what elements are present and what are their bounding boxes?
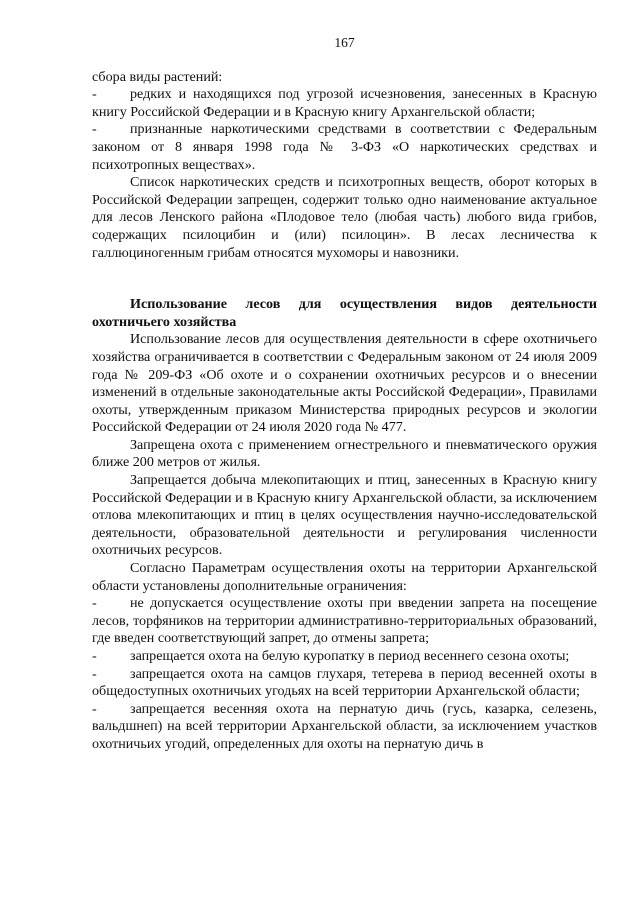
- list-item-text: признанные наркотическими средствами в соответствии с Федеральным законом от 8 января 1998 года № 3-ФЗ «О наркотических средствах и психотропных веществах».: [92, 121, 597, 173]
- list-item: [92, 701, 597, 754]
- paragraph: Использование лесов для осуществления деятельности в сфере охотничьего хозяйства ограничивается в соответствии с Федеральным законом от 24 июля 2009 года № 209-ФЗ «Об охоте и о сохранении охотничьих ресурсов и о внесении изменений в отдельные законодательные акты Российской Федерации», Правилами охоты, утвержденным приказом Министерства природных ресурсов и экологии Российской Федерации от 24 июля 2020 года № 477.: [92, 331, 597, 436]
- bullet-dash: -: [92, 595, 97, 612]
- list-item: [92, 648, 597, 666]
- bullet-dash: -: [92, 121, 97, 138]
- paragraph: Запрещается добыча млекопитающих и птиц, занесенных в Красную книгу Российской Федерации и в Красную книгу Архангельской области, за исключением отлова млекопитающих и птиц в целях осуществления научно-исследовательской деятельности, образовательной деятельности и регулирования численности охотничьих ресурсов.: [92, 472, 597, 559]
- paragraph: Согласно Параметрам осуществления охоты на территории Архангельской области установлены дополнительные ограничения:: [92, 560, 597, 594]
- bullet-dash: -: [92, 700, 97, 717]
- list-item: [92, 121, 597, 174]
- list-item-text: запрещается весенняя охота на пернатую дичь (гусь, казарка, селезень, вальдшнеп) на всей территории Архангельской области, за исключением участков охотничьих угодий, определенных для охоты на пернатую дичь в: [92, 700, 597, 752]
- list-item-text: запрещается охота на белую куропатку в период весеннего сезона охоты;: [130, 648, 570, 664]
- list-item-text: не допускается осуществление охоты при введении запрета на посещение лесов, торфяников на территории административно-территориальных образований, где введен соответствующий запрет, до отмены запрета;: [92, 595, 597, 647]
- spacer: [92, 262, 597, 279]
- section-heading: Использование лесов для осуществления видов деятельности охотничьего хозяйства: [92, 296, 597, 330]
- document-page: [92, 34, 597, 754]
- paragraph: сбора виды растений:: [92, 68, 223, 85]
- list-item: [92, 666, 597, 701]
- paragraph: Запрещена охота с применением огнестрельного и пневматического оружия ближе 200 метров от жилья.: [92, 436, 597, 471]
- page-number: 167: [334, 35, 355, 50]
- paragraph: Список наркотических средств и психотропных веществ, оборот которых в Российской Федерации запрещен, содержит только одно наименование актуальное для лесов Ленского района «Плодовое тело (любая часть) любого вида грибов, содержащих псилоцибин и (или) псилоцин». В лесах лесничества к галлюциногенным грибам относятся мухоморы и навозники.: [92, 174, 597, 261]
- bullet-dash: -: [92, 648, 97, 664]
- bullet-dash: -: [92, 86, 97, 103]
- list-item-text: редких и находящихся под угрозой исчезновения, занесенных в Красную книгу Российской Федерации и в Красную книгу Архангельской области;: [92, 86, 597, 120]
- list-item: [92, 86, 597, 121]
- list-item-text: запрещается охота на самцов глухаря, тетерева в период весенней охоты в общедоступных охотничьих угодьях на всей территории Архангельской области;: [92, 665, 597, 700]
- bullet-dash: -: [92, 665, 97, 682]
- list-item: [92, 595, 597, 648]
